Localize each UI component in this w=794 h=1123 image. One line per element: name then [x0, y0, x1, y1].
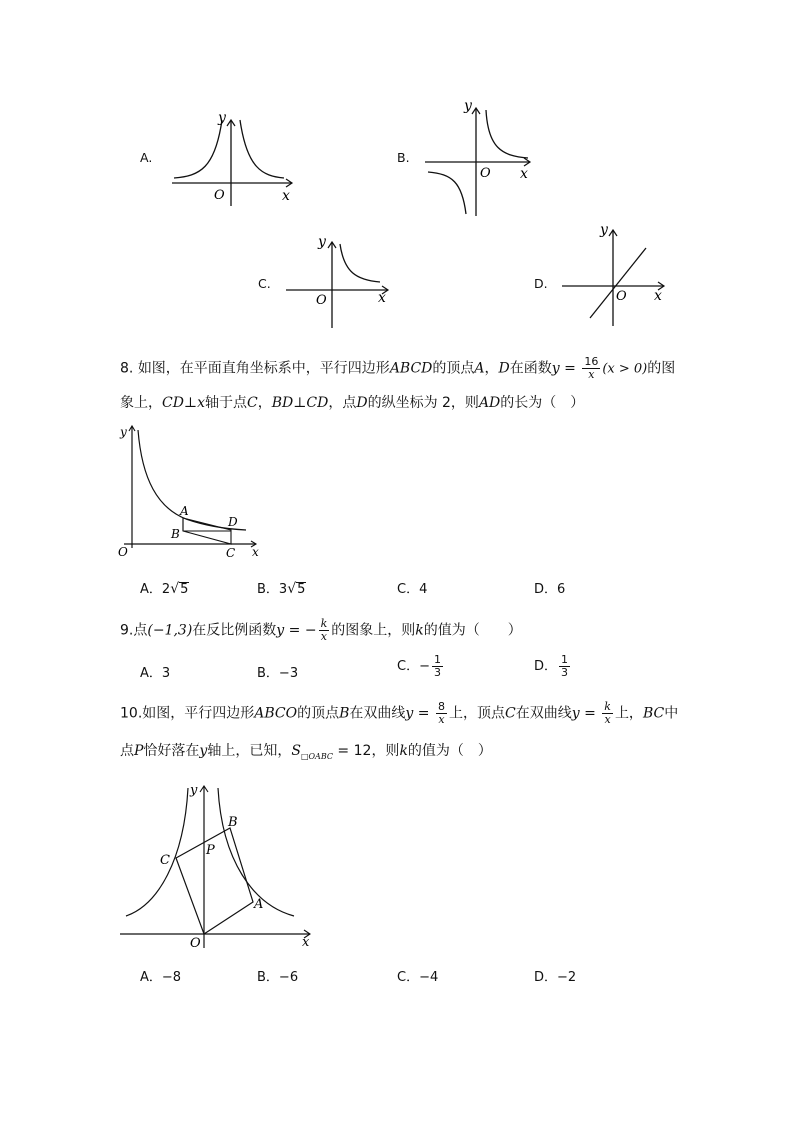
q10-eq: = — [579, 705, 601, 722]
choice-value: 4 — [419, 582, 428, 597]
q8-point-a: A — [474, 360, 485, 377]
choice-fraction — [559, 654, 570, 679]
frac-den: x — [438, 713, 445, 726]
q10-text: 在双曲线 — [349, 705, 406, 722]
origin-label: O — [616, 289, 627, 304]
q8-text: ，点 — [328, 395, 357, 411]
q8-number: 8. — [120, 360, 134, 377]
label-a: A — [254, 897, 264, 912]
label-p: P — [206, 843, 215, 858]
label-b: B — [171, 527, 180, 541]
q10-text: 的顶点 — [297, 705, 340, 722]
q10-text: 的值为（ ） — [407, 743, 492, 759]
label-x: x — [252, 545, 259, 559]
frac-den: 3 — [433, 666, 441, 679]
choice-radicand: 5 — [180, 582, 189, 597]
q9-choice-a[interactable] — [140, 662, 170, 681]
curve-right — [240, 120, 284, 178]
q10-line-2 — [120, 741, 492, 767]
q8-bd-perp: BD⊥CD — [271, 395, 329, 411]
choice-label: B． — [257, 582, 279, 597]
y-label: y — [600, 222, 608, 238]
q10-choice-b[interactable] — [257, 966, 298, 985]
q9-text: 在反比例函数 — [192, 622, 277, 639]
q8-diagram — [116, 420, 266, 560]
q10-text: 上，顶点 — [448, 705, 505, 722]
q10-abco: ABCO — [254, 705, 298, 722]
choice-value: −3 — [278, 666, 299, 681]
q10-fraction-2 — [602, 701, 613, 726]
choice-value: −6 — [278, 970, 299, 985]
q8-point-c: C — [247, 395, 258, 411]
q9-point: (−1,3) — [147, 622, 193, 639]
label-y: y — [190, 783, 198, 798]
choice-value: −8 — [161, 970, 182, 985]
q10-func-y: y — [405, 705, 414, 722]
q8-text: ， — [257, 395, 272, 411]
option-a-label: A. — [140, 150, 153, 165]
q9-text: 的图象上，则 — [331, 622, 416, 639]
y-label: y — [464, 98, 472, 114]
q8-text: 的纵坐标为 2，则 — [367, 395, 479, 411]
graph-option-a — [170, 108, 300, 208]
label-o: O — [118, 545, 128, 559]
q10-text: 恰好落在 — [143, 743, 200, 759]
q9-choice-c[interactable] — [397, 654, 445, 679]
choice-value: 3 — [161, 666, 171, 681]
graph-option-b — [422, 98, 542, 218]
q9-choice-b[interactable] — [257, 662, 298, 681]
frac-num: 8 — [437, 700, 445, 713]
label-d: D — [228, 515, 238, 529]
q8-choice-d[interactable] — [534, 578, 565, 597]
q9-frac-den: x — [320, 630, 328, 643]
q8-choice-b[interactable] — [257, 578, 306, 597]
choice-coef: 2 — [161, 582, 171, 597]
curve-left — [174, 120, 222, 178]
q9-fraction — [319, 618, 330, 643]
choice-label: A． — [140, 582, 162, 597]
q8-choice-a[interactable] — [140, 578, 189, 597]
q8-text: 如图，在平面直角坐标系中，平行四边形 — [137, 360, 390, 377]
graph-option-c — [284, 232, 394, 332]
q10-text: 如图，平行四边形 — [142, 705, 255, 722]
x-label: x — [654, 288, 662, 304]
q8-point-d: D — [498, 360, 510, 377]
q10-eq: = — [413, 705, 434, 722]
q9-k: k — [415, 622, 424, 639]
label-c: C — [226, 546, 236, 560]
graph-option-d — [560, 220, 670, 330]
q10-bc: BC — [642, 705, 665, 722]
q10-k: k — [399, 743, 408, 759]
origin-label: O — [480, 166, 491, 181]
y-label: y — [318, 234, 326, 250]
q10-func-y: y — [571, 705, 580, 722]
frac-den: 3 — [561, 666, 569, 679]
label-o: O — [190, 936, 201, 951]
q10-s-eq: = 12 — [332, 743, 372, 759]
choice-label: A． — [140, 666, 162, 681]
curve-first-quadrant — [486, 110, 528, 158]
q10-diagram — [118, 780, 318, 950]
q10-choice-c[interactable] — [397, 966, 438, 985]
q8-frac-num: 16 — [584, 355, 599, 368]
option-b-label: B. — [397, 150, 410, 165]
choice-value: −2 — [557, 970, 577, 985]
q9-choice-d[interactable] — [534, 654, 572, 679]
origin-label: O — [316, 293, 327, 308]
q8-abcd: ABCD — [389, 360, 433, 377]
choice-label: D． — [534, 659, 558, 674]
choice-fraction — [432, 654, 443, 679]
q9-text: 的值为（ ） — [423, 622, 522, 639]
hyperbola-left — [126, 788, 188, 916]
q8-text: 象上， — [120, 395, 162, 411]
choice-label: D． — [534, 970, 558, 985]
choice-label: B． — [257, 666, 279, 681]
q10-text: 在双曲线 — [515, 705, 572, 722]
choice-value: −4 — [419, 970, 439, 985]
q10-line-1 — [120, 701, 678, 726]
q10-number: 10. — [120, 705, 143, 722]
q10-s: S — [291, 743, 301, 759]
q8-domain: (x > 0) — [602, 361, 648, 377]
curve — [340, 244, 380, 282]
q8-text: 的图 — [647, 360, 676, 377]
q8-frac-den: x — [588, 368, 595, 381]
q8-text: 轴于点 — [205, 395, 247, 411]
label-y: y — [120, 425, 127, 439]
q10-text: 点 — [120, 743, 134, 759]
q8-fraction — [582, 356, 600, 381]
choice-label: C． — [397, 659, 420, 674]
choice-coef: 3 — [278, 582, 288, 597]
q8-line-2 — [120, 393, 584, 413]
choice-label: D． — [534, 582, 558, 597]
q10-y-axis: y — [199, 743, 208, 759]
x-label: x — [378, 290, 386, 306]
q9-text: 点 — [133, 622, 148, 639]
frac-num: k — [604, 700, 611, 713]
q10-point-b: B — [339, 705, 350, 722]
sqrt-icon: √ — [170, 581, 180, 597]
choice-radicand: 5 — [297, 582, 306, 597]
q8-text: ， — [484, 360, 499, 377]
q10-text: 上， — [614, 705, 643, 722]
choice-label: A． — [140, 970, 162, 985]
q10-fraction-1 — [436, 701, 447, 726]
q8-line-1 — [120, 356, 675, 381]
option-d-label: D. — [534, 276, 548, 291]
straight-line — [590, 248, 646, 318]
choice-label: B． — [257, 970, 279, 985]
q10-point-c: C — [504, 705, 516, 722]
x-label: x — [282, 188, 290, 204]
q9-number: 9. — [120, 622, 134, 639]
q8-ad: AD — [478, 395, 501, 411]
q10-text: ，则 — [371, 743, 400, 759]
q8-choice-c[interactable] — [397, 578, 427, 597]
q9-frac-num: k — [320, 617, 328, 630]
q9-func-y: y — [276, 622, 285, 639]
frac-num: 1 — [561, 653, 569, 666]
origin-label: O — [214, 188, 225, 203]
sqrt-icon: √ — [287, 581, 297, 597]
label-x: x — [302, 935, 310, 950]
q10-choice-a[interactable] — [140, 966, 181, 985]
choice-value: 6 — [557, 582, 566, 597]
q8-point-d: D — [356, 395, 368, 411]
x-label: x — [520, 166, 528, 182]
curve-third-quadrant — [428, 172, 466, 214]
q8-eq: = — [559, 360, 581, 377]
q8-func-y: y — [551, 360, 560, 377]
frac-num: 1 — [433, 653, 441, 666]
q10-s-sub: □OABC — [300, 751, 333, 761]
q10-point-p: P — [134, 743, 144, 759]
label-c: C — [160, 853, 170, 868]
label-b: B — [228, 815, 238, 830]
frac-den: x — [604, 713, 611, 726]
q9-line — [120, 618, 522, 643]
choice-sign: − — [419, 659, 430, 674]
q10-text: 轴上，已知， — [207, 743, 292, 759]
choice-label: C． — [397, 970, 420, 985]
q10-choice-d[interactable] — [534, 966, 576, 985]
choice-label: C． — [397, 582, 420, 597]
q10-text: 中 — [664, 705, 679, 722]
y-label: y — [218, 110, 226, 126]
q8-text: 在函数 — [509, 360, 552, 377]
option-c-label: C. — [258, 276, 271, 291]
q9-eq: = − — [284, 622, 317, 639]
label-a: A — [180, 504, 189, 518]
q8-text: 的长为（ ） — [500, 395, 585, 411]
q8-cd-perp: CD⊥x — [162, 395, 205, 411]
q8-text: 的顶点 — [432, 360, 475, 377]
